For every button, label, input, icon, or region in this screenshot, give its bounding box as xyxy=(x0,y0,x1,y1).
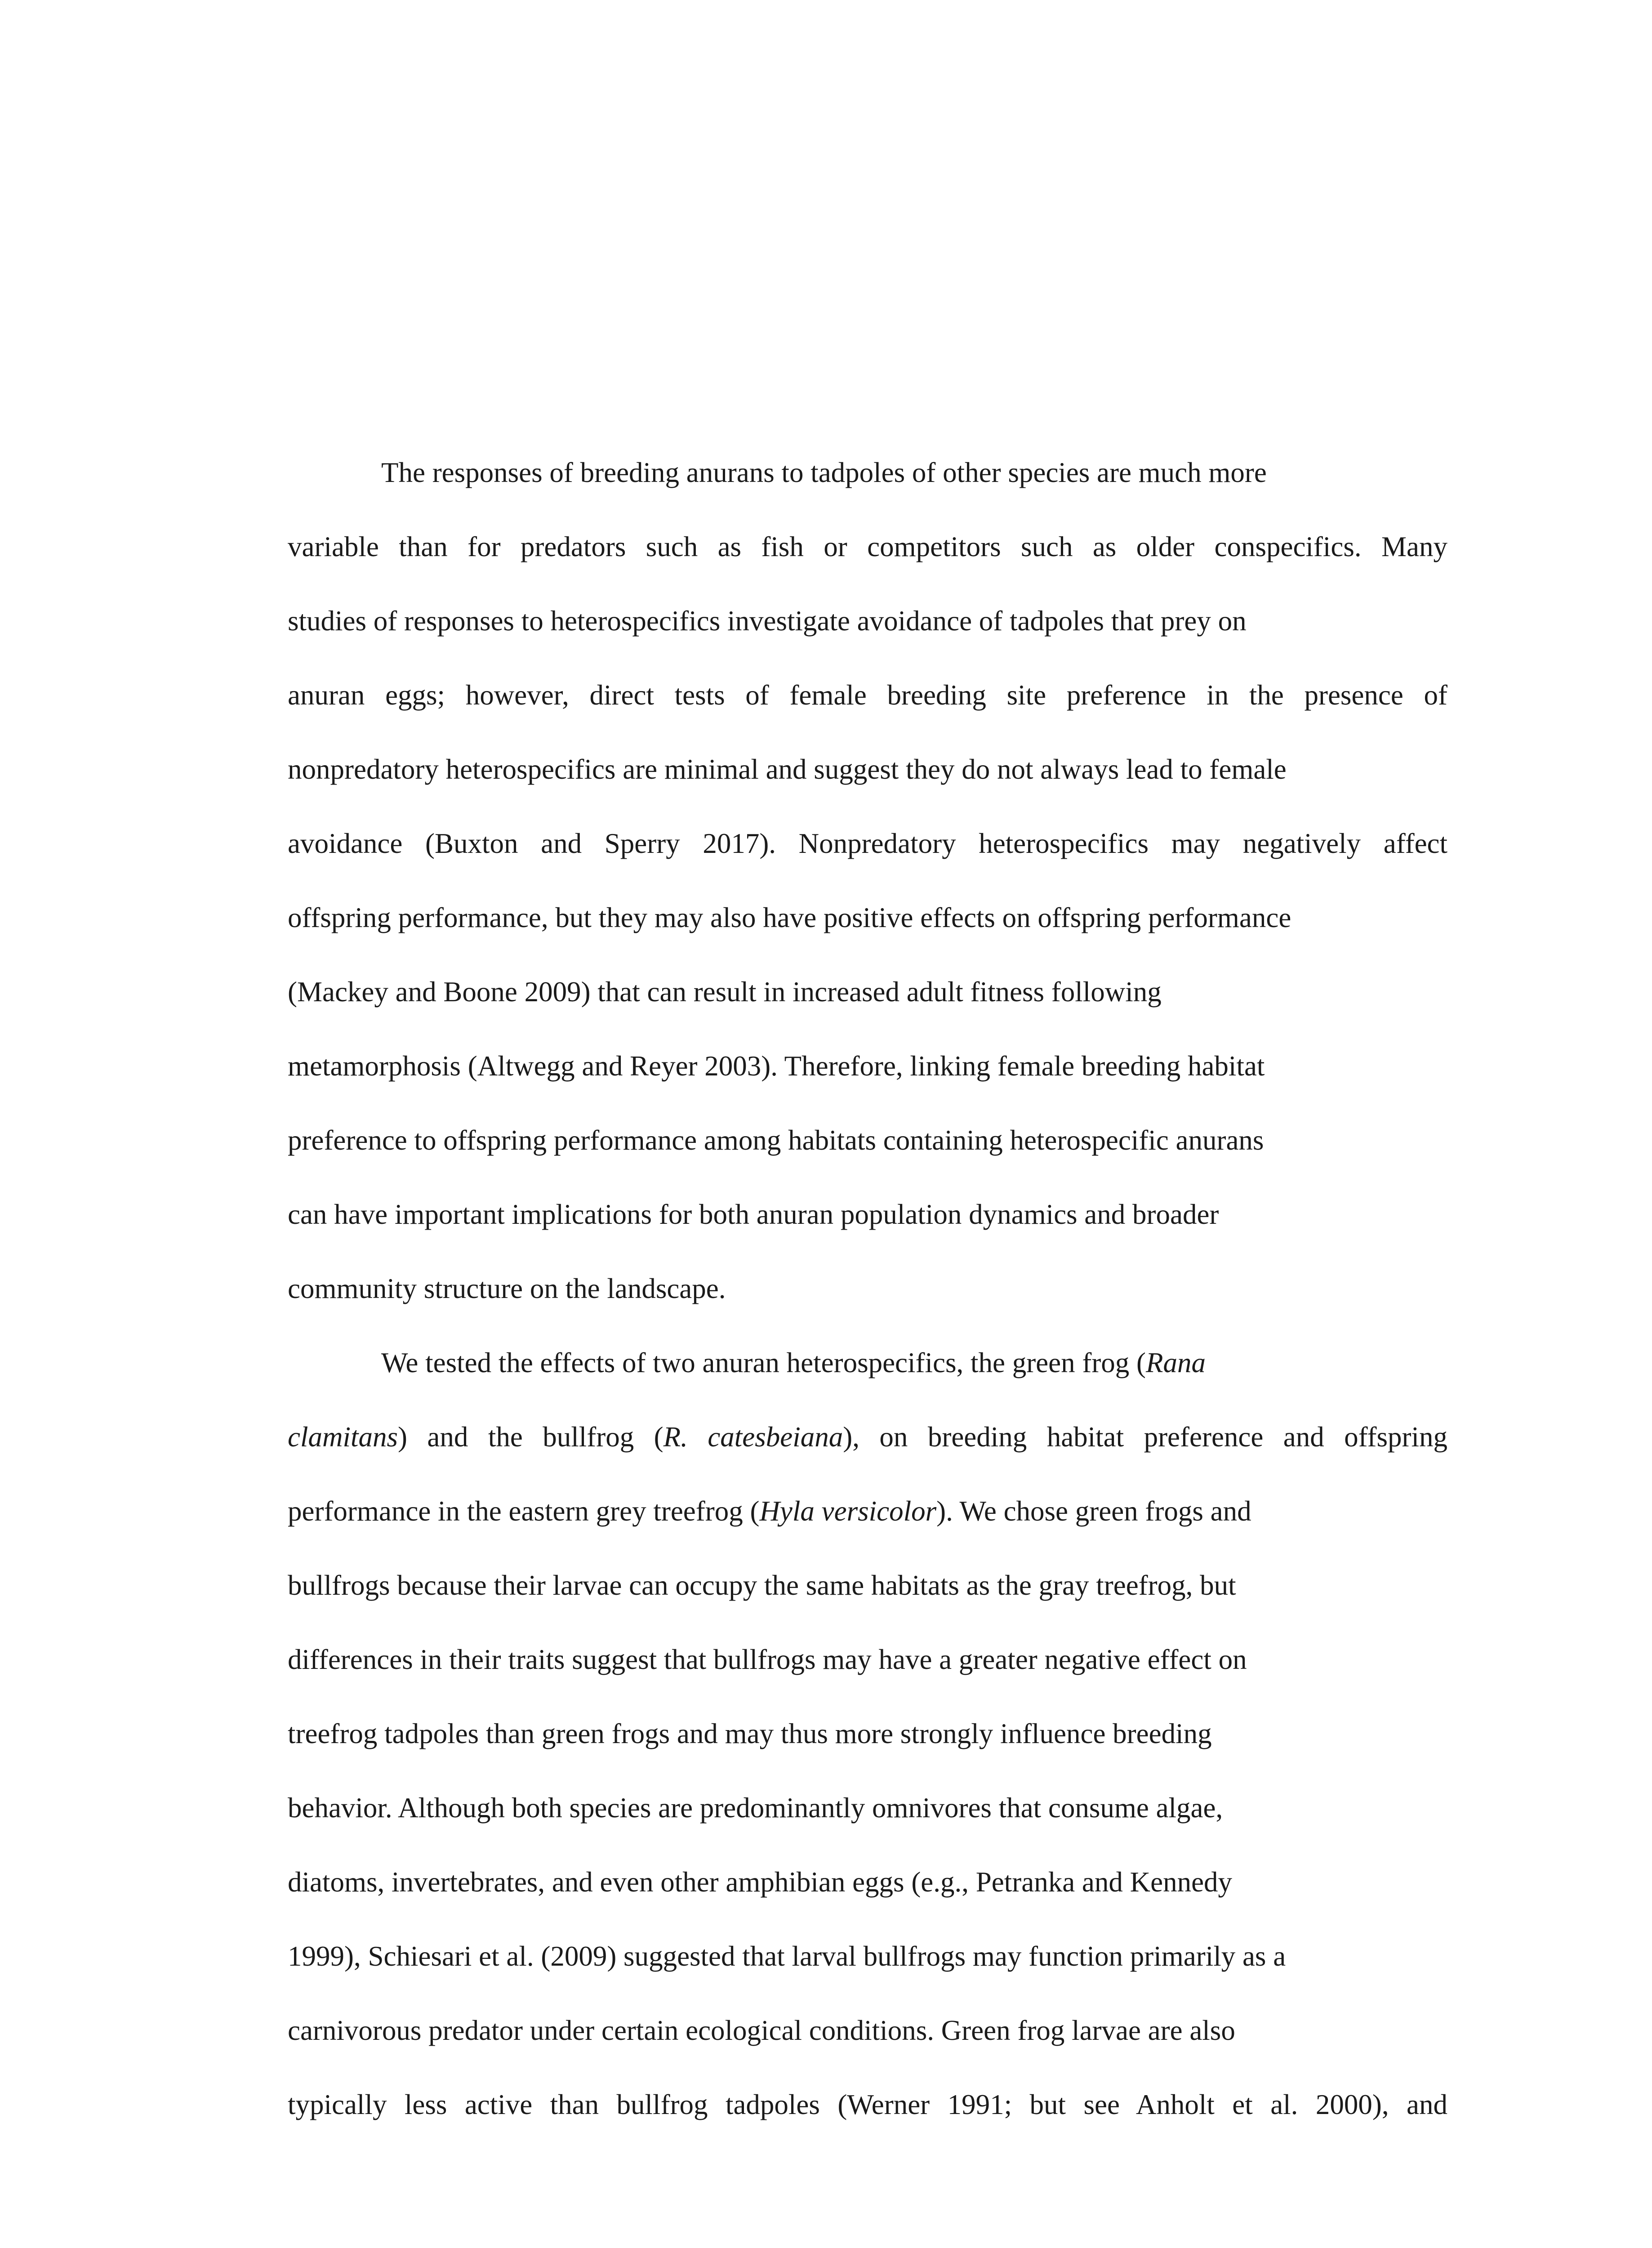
italic-text: Hyla versicolor xyxy=(759,1495,937,1527)
text-segment: avoidance (Buxton and Sperry 2017). Nonpredatory heterospecifics may negatively affect xyxy=(288,828,1447,859)
text-line xyxy=(288,1938,1447,2012)
text-line xyxy=(288,899,1447,973)
text-line xyxy=(288,602,1447,677)
text-line xyxy=(288,528,1447,602)
text-segment: ), on breeding habitat preference and offspring xyxy=(843,1421,1447,1453)
text-line xyxy=(288,1493,1447,1567)
text-segment: We tested the effects of two anuran heterospecifics, the green frog ( xyxy=(381,1347,1146,1378)
text-line xyxy=(288,454,1447,528)
text-segment: behavior. Although both species are predominantly omnivores that consume algae, xyxy=(288,1792,1223,1824)
text-segment: nonpredatory heterospecifics are minimal and suggest they do not always lead to female xyxy=(288,754,1287,785)
italic-text: Rana xyxy=(1146,1347,1206,1378)
text-line xyxy=(288,1418,1447,1493)
text-segment: ) and the bullfrog ( xyxy=(398,1421,663,1453)
text-line xyxy=(288,2086,1447,2160)
italic-text: R. catesbeiana xyxy=(663,1421,843,1453)
text-segment: offspring performance, but they may also have positive effects on offspring performance xyxy=(288,902,1291,933)
text-segment: performance in the eastern grey treefrog ( xyxy=(288,1495,760,1527)
text-line xyxy=(288,1122,1447,1196)
italic-text: clamitans xyxy=(288,1421,398,1453)
text-line xyxy=(288,677,1447,751)
text-line xyxy=(288,1344,1447,1418)
text-segment: community structure on the landscape. xyxy=(288,1273,726,1304)
text-line xyxy=(288,1270,1447,1344)
text-line xyxy=(288,1567,1447,1641)
text-line xyxy=(288,751,1447,825)
text-segment: 1999), Schiesari et al. (2009) suggested that larval bullfrogs may function primarily as a xyxy=(288,1940,1286,1972)
text-line xyxy=(288,973,1447,1048)
text-segment: anuran eggs; however, direct tests of female breeding site preference in the presence of xyxy=(288,679,1447,711)
text-segment: diatoms, invertebrates, and even other amphibian eggs (e.g., Petranka and Kennedy xyxy=(288,1866,1233,1898)
text-segment: The responses of breeding anurans to tadpoles of other species are much more xyxy=(381,457,1267,488)
paragraph xyxy=(288,454,1447,1344)
text-segment: differences in their traits suggest that bullfrogs may have a greater negative effect on xyxy=(288,1644,1247,1675)
text-segment: ). We chose green frogs and xyxy=(936,1495,1251,1527)
text-segment: metamorphosis (Altwegg and Reyer 2003). Therefore, linking female breeding habitat xyxy=(288,1050,1265,1082)
text-line xyxy=(288,1864,1447,1938)
text-line xyxy=(288,825,1447,899)
text-segment: treefrog tadpoles than green frogs and may thus more strongly influence breeding xyxy=(288,1718,1212,1749)
paragraph xyxy=(288,1344,1447,2160)
body-text xyxy=(288,454,1447,2160)
text-segment: bullfrogs because their larvae can occupy the same habitats as the gray treefrog, but xyxy=(288,1570,1236,1601)
text-segment: preference to offspring performance among habitats containing heterospecific anurans xyxy=(288,1124,1264,1156)
text-line xyxy=(288,1196,1447,1270)
text-segment: carnivorous predator under certain ecological conditions. Green frog larvae are also xyxy=(288,2015,1235,2046)
text-line xyxy=(288,1641,1447,1715)
text-segment: studies of responses to heterospecifics investigate avoidance of tadpoles that prey on xyxy=(288,605,1247,637)
text-line xyxy=(288,2012,1447,2086)
text-segment: typically less active than bullfrog tadpoles (Werner 1991; but see Anholt et al. 2000), and xyxy=(288,2089,1447,2120)
text-line xyxy=(288,1789,1447,1864)
text-segment: can have important implications for both anuran population dynamics and broader xyxy=(288,1199,1219,1230)
text-line xyxy=(288,1048,1447,1122)
text-segment: variable than for predators such as fish or competitors such as older conspecifics. Many xyxy=(288,531,1447,562)
text-segment: (Mackey and Boone 2009) that can result in increased adult fitness following xyxy=(288,976,1162,1008)
text-line xyxy=(288,1715,1447,1789)
